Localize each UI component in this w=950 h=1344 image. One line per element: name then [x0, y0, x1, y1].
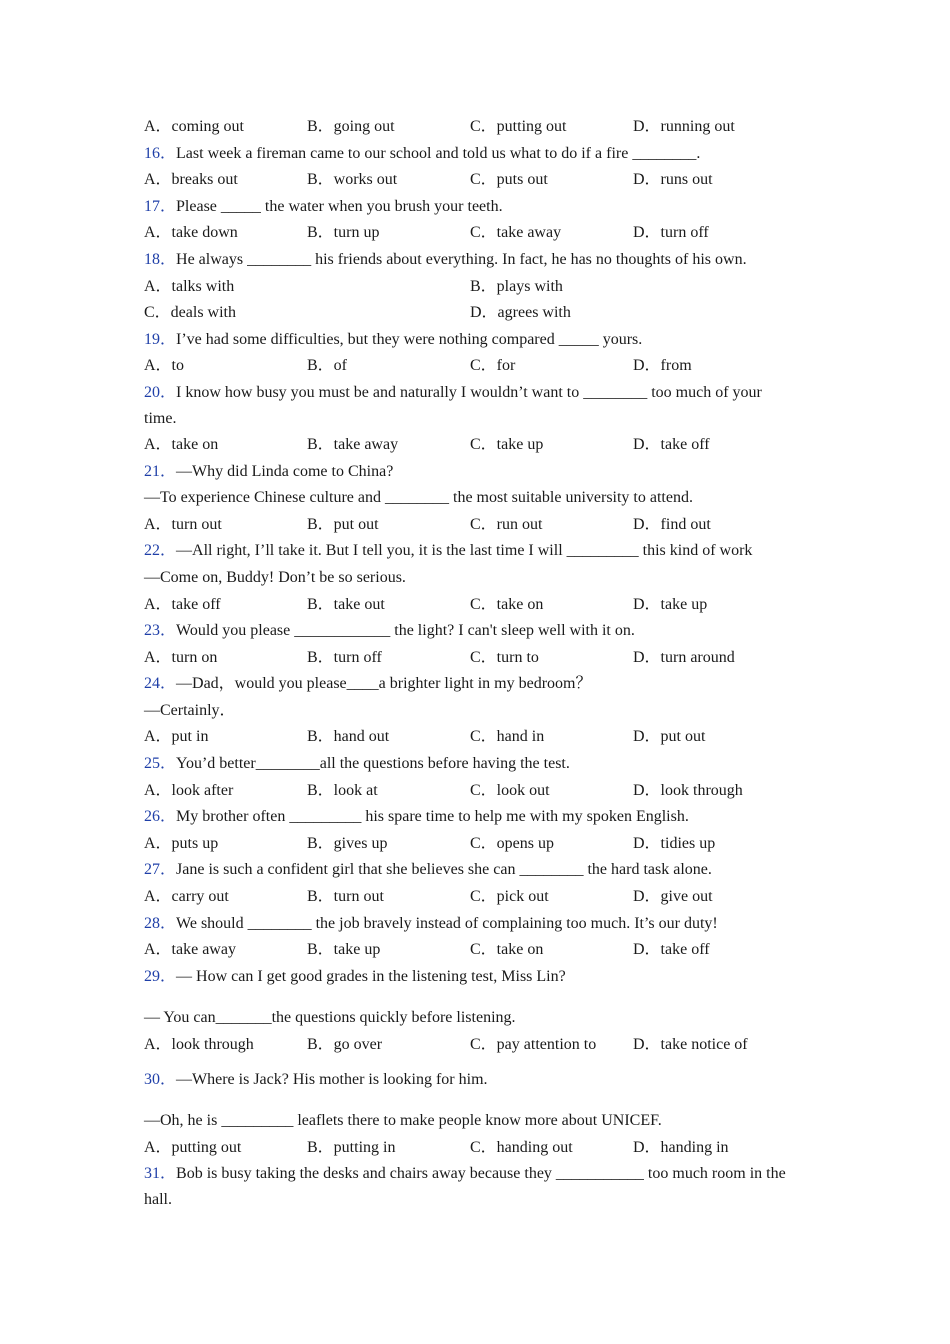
q21-options — [144, 512, 796, 539]
q24-stem — [144, 671, 796, 698]
option-b: B．take up — [307, 941, 381, 959]
option-b: B．look at — [307, 781, 378, 799]
option-c: C．take on — [470, 941, 544, 959]
question-text: My brother often _________ his spare time to help me with my spoken English. — [176, 808, 689, 826]
q30-options — [144, 1135, 796, 1162]
option-c: C．pick out — [470, 888, 549, 906]
q22-options — [144, 592, 796, 619]
option-d: D．take up — [633, 595, 708, 613]
question-text: We should ________ the job bravely instead of complaining too much. It’s our duty! — [176, 914, 718, 932]
option-c: C．opens up — [470, 834, 555, 852]
q27-options — [144, 884, 796, 911]
question-text: Last week a fireman came to our school and told us what to do if a fire ________. — [176, 144, 701, 162]
option-b: B．gives up — [307, 834, 388, 852]
option-c: C．look out — [470, 781, 550, 799]
option-b: B．plays with — [470, 277, 563, 295]
question-text: You’d better________all the questions before having the test. — [176, 755, 570, 773]
question-number: 22． — [144, 542, 177, 560]
option-d: D．from — [633, 357, 692, 375]
q28-stem — [144, 911, 796, 938]
option-d: D．agrees with — [470, 304, 571, 322]
option-c: C．pay attention to — [470, 1036, 597, 1053]
question-text: Bob is busy taking the desks and chairs away because they ___________ too much room in the hall. — [144, 1165, 786, 1209]
question-number: 31． — [144, 1165, 177, 1183]
option-d: D．give out — [633, 888, 713, 906]
question-text: Jane is such a confident girl that she believes she can ________ the hard task alone. — [176, 861, 712, 879]
question-number: 25． — [144, 755, 177, 773]
q17-stem — [144, 194, 796, 221]
q30-dialogue-line: —Oh, he is _________ leaflets there to make people know more about UNICEF. — [144, 1112, 662, 1130]
spacer — [144, 990, 796, 1005]
question-text: —Dad，would you please____a brighter light in my bedroom？ — [176, 675, 592, 693]
q15-options — [144, 114, 796, 141]
option-b: B．put out — [307, 515, 379, 533]
q28-options — [144, 937, 796, 964]
option-a: A．turn on — [144, 648, 218, 666]
question-text: —Where is Jack? His mother is looking for him. — [176, 1070, 488, 1088]
question-number: 20． — [144, 383, 177, 401]
q20-stem — [144, 380, 796, 432]
option-a: A．take on — [144, 435, 219, 453]
q16-options — [144, 167, 796, 194]
option-b: B．go over — [307, 1036, 383, 1053]
option-c: C．handing out — [470, 1138, 573, 1156]
option-a: A．puts up — [144, 834, 219, 852]
q23-stem — [144, 618, 796, 645]
question-number: 30． — [144, 1070, 177, 1088]
question-number: 19． — [144, 330, 177, 348]
q21-dialogue-line: —To experience Chinese culture and ________ the most suitable university to attend. — [144, 489, 693, 507]
option-b: B．take away — [307, 435, 399, 453]
question-number: 26． — [144, 808, 177, 826]
option-a: A．breaks out — [144, 171, 238, 189]
question-number: 21． — [144, 462, 177, 480]
option-c: C．take away — [470, 224, 562, 242]
question-sheet — [144, 114, 796, 1213]
option-c: C．puts out — [470, 171, 548, 189]
option-a: A．take down — [144, 224, 238, 242]
question-number: 29． — [144, 967, 177, 985]
option-a: A．carry out — [144, 888, 229, 906]
option-d: D．find out — [633, 515, 711, 533]
q21-stem — [144, 459, 796, 486]
q27-stem — [144, 857, 796, 884]
question-text: —All right, I’ll take it. But I tell you, it is the last time I will _________ this kind of work — [176, 542, 753, 560]
option-c: C．run out — [470, 515, 543, 533]
q25-stem — [144, 751, 796, 778]
question-number: 27． — [144, 861, 177, 879]
option-a: A．to — [144, 357, 185, 375]
q20-options — [144, 432, 796, 459]
question-number: 18． — [144, 250, 177, 268]
option-b: B．going out — [307, 118, 395, 135]
q16-stem — [144, 141, 796, 168]
option-a: A．take away — [144, 941, 236, 959]
question-number: 24． — [144, 675, 177, 693]
option-a: A．look after — [144, 781, 234, 799]
question-text: I know how busy you must be and naturally I wouldn’t want to ________ too much of your time. — [144, 383, 762, 427]
spacer — [144, 1093, 796, 1108]
q31-stem — [144, 1161, 796, 1213]
option-d: D．take notice of — [633, 1036, 748, 1053]
question-number: 28． — [144, 914, 177, 932]
q26-stem — [144, 804, 796, 831]
option-d: D．put out — [633, 728, 706, 746]
option-b: B．works out — [307, 171, 398, 189]
option-b: B．putting in — [307, 1138, 396, 1156]
question-number: 17． — [144, 197, 177, 215]
question-text: Would you please ____________ the light? I can't sleep well with it on. — [176, 622, 635, 640]
option-b: B．hand out — [307, 728, 390, 746]
q22-dialogue-line: —Come on, Buddy! Don’t be so serious. — [144, 568, 406, 586]
option-c: C．take on — [470, 595, 544, 613]
option-d: D．running out — [633, 118, 735, 135]
option-a: A．put in — [144, 728, 209, 746]
option-c: C．turn to — [470, 648, 539, 666]
q19-stem — [144, 327, 796, 354]
question-text: —Why did Linda come to China? — [176, 462, 394, 480]
option-d: D．look through — [633, 781, 743, 799]
option-c: C．take up — [470, 435, 544, 453]
q18-options-row1 — [144, 274, 796, 301]
q25-options — [144, 778, 796, 805]
option-d: D．handing in — [633, 1138, 729, 1156]
q18-stem — [144, 247, 796, 274]
option-a: A．turn out — [144, 515, 222, 533]
q26-options — [144, 831, 796, 858]
option-b: B．take out — [307, 595, 385, 613]
question-text: I’ve had some difficulties, but they were nothing compared _____ yours. — [176, 330, 643, 348]
option-c: C．putting out — [470, 118, 567, 135]
q18-options-row2 — [144, 300, 796, 327]
option-d: D．turn around — [633, 648, 735, 666]
q29-options — [144, 1032, 796, 1059]
q24-dialogue-line: —Certainly． — [144, 701, 236, 719]
option-d: D．runs out — [633, 171, 713, 189]
option-d: D．tidies up — [633, 834, 716, 852]
option-b: B．of — [307, 357, 348, 375]
question-text: Please _____ the water when you brush your teeth. — [176, 197, 503, 215]
option-a: A．coming out — [144, 118, 244, 135]
q23-options — [144, 645, 796, 672]
option-b: B．turn out — [307, 888, 384, 906]
q29-dialogue-line: — You can_______the questions quickly before listening. — [144, 1009, 516, 1027]
question-number: 23． — [144, 622, 177, 640]
question-number: 16． — [144, 144, 177, 162]
option-a: A．talks with — [144, 277, 235, 295]
question-text: — How can I get good grades in the listening test, Miss Lin? — [176, 967, 566, 985]
option-a: A．take off — [144, 595, 221, 613]
question-text: He always ________ his friends about everything. In fact, he has no thoughts of his own. — [176, 250, 747, 268]
option-b: B．turn up — [307, 224, 380, 242]
option-a: A．look through — [144, 1036, 254, 1053]
q24-options — [144, 724, 796, 751]
option-c: C．for — [470, 357, 516, 375]
q19-options — [144, 353, 796, 380]
option-c: C．hand in — [470, 728, 545, 746]
q17-options — [144, 220, 796, 247]
spacer — [144, 1059, 796, 1067]
option-d: D．take off — [633, 941, 710, 959]
option-a: A．putting out — [144, 1138, 242, 1156]
option-d: D．take off — [633, 435, 710, 453]
option-d: D．turn off — [633, 224, 709, 242]
q22-stem — [144, 538, 796, 565]
q30-stem — [144, 1067, 796, 1094]
q29-stem — [144, 964, 796, 991]
option-c: C．deals with — [144, 304, 236, 322]
option-b: B．turn off — [307, 648, 382, 666]
